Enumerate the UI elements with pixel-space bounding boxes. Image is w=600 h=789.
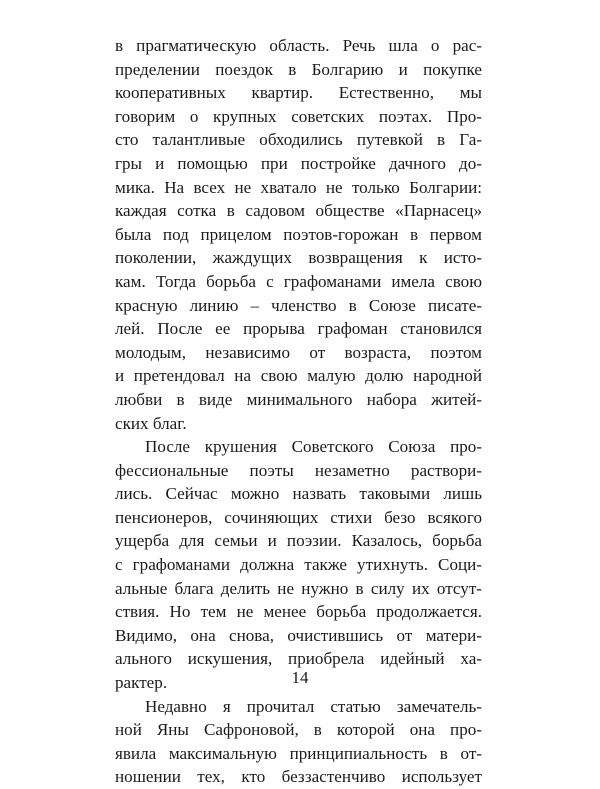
text-line: Видимо, она снова, очистившись от матери- (115, 625, 482, 645)
text-line: гры и помощью при постройке дачного до- (115, 153, 482, 173)
text-line: лись. Сейчас можно назвать таковыми лишь (115, 484, 482, 504)
text-line: лей. После ее прорыва графоман становился (115, 319, 482, 339)
text-line: ального искушения, приобрела идейный ха- (115, 649, 482, 669)
text-line: ских благ. (115, 413, 187, 433)
text-line: ущерба для семьи и поэзии. Казалось, борьба (115, 531, 482, 551)
text-line: и претендовал на свою малую долю народной (115, 366, 482, 386)
paragraph-3 (115, 695, 482, 789)
text-line: красную линию – членство в Союзе писате- (115, 295, 482, 315)
text-line: ношении тех, кто беззастенчиво использует (115, 767, 482, 787)
text-line: рактер. (115, 673, 168, 693)
text-line: в прагматическую область. Речь шла о рас- (115, 36, 482, 55)
text-line: любви в виде минимального набора житей- (115, 389, 482, 409)
text-line: каждая сотка в садовом обществе «Парнасец» (115, 201, 482, 221)
text-line: фессиональные поэты незаметно раствори- (115, 460, 482, 480)
text-line: поколении, жаждущих возвращения к исто- (115, 248, 482, 268)
text-line: пределении поездок в Болгарию и покупке (115, 59, 482, 79)
text-line: кам. Тогда борьба с графоманами имела свою (115, 271, 482, 291)
text-line: Недавно я прочитал статью замечатель- (145, 696, 482, 716)
paragraph-2 (115, 435, 482, 695)
text-line: альные блага делить не нужно в силу их отсут- (115, 578, 482, 598)
text-line: После крушения Советского Союза про- (145, 437, 482, 457)
text-line: с графоманами должна также утихнуть. Соци- (115, 555, 482, 575)
text-line: сто талантливые обходились путевкой в Га- (115, 130, 482, 150)
text-line: была под прицелом поэтов-горожан в первом (115, 224, 482, 244)
text-line: кооперативных квартир. Естественно, мы (115, 83, 482, 103)
page-number: 14 (291, 668, 309, 687)
text-line: молодым, независимо от возраста, поэтом (115, 342, 482, 362)
text-line: мика. На всех не хватало не только Болгарии: (115, 177, 482, 197)
paragraph-1 (115, 34, 482, 435)
text-line: ствия. Но тем не менее борьба продолжается. (115, 602, 482, 622)
text-line: говорим о крупных советских поэтах. Про- (115, 106, 482, 126)
text-line: ной Яны Сафроновой, в которой она про- (115, 720, 482, 740)
text-line: явила максимальную принципиальность в от- (115, 743, 482, 763)
text-line: пенсионеров, сочиняющих стихи безо всякого (115, 507, 482, 527)
